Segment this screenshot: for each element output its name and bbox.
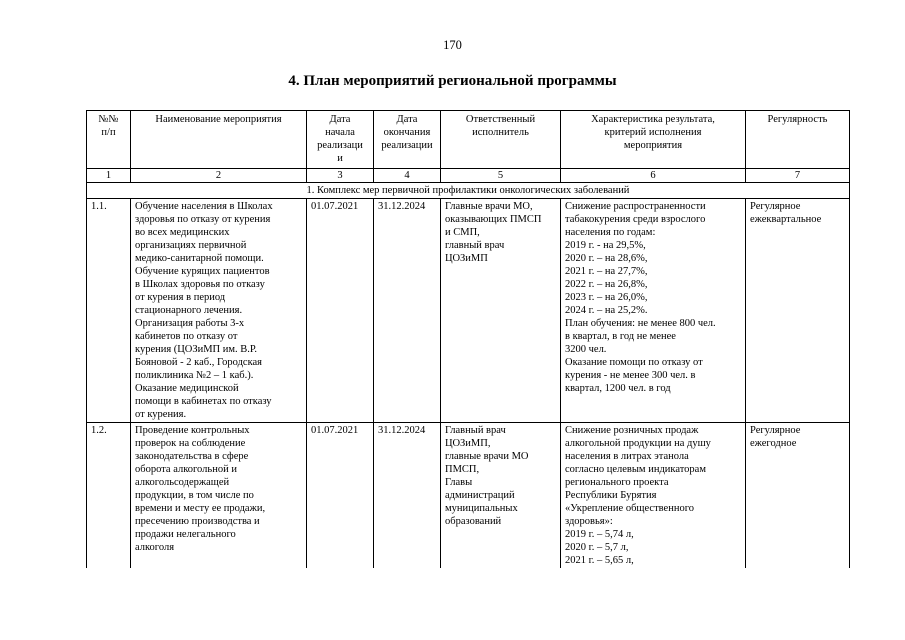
text-line: 2021 г. – 5,65 л, <box>565 555 634 566</box>
column-number: 4 <box>374 169 441 183</box>
text-line: п/п <box>101 127 116 138</box>
section-title: 4. План мероприятий региональной программы <box>288 73 617 89</box>
row-regularity <box>746 423 850 569</box>
text-line: №№ <box>98 114 119 125</box>
row-responsible <box>441 199 561 423</box>
text-line: медико-санитарной помощи. <box>135 253 264 264</box>
row-result <box>561 199 746 423</box>
text-line: ежегодное <box>750 438 797 449</box>
header-cell-start <box>307 111 374 169</box>
text-line: пресечению производства и <box>135 516 260 527</box>
text-line: План обучения: не менее 800 чел. <box>565 318 716 329</box>
text-line: реализаци <box>317 140 363 151</box>
column-number: 2 <box>131 169 307 183</box>
text-line: оборота алкогольной и <box>135 464 237 475</box>
text-line: и <box>337 153 343 164</box>
text-line: в Школах здоровья по отказу <box>135 279 265 290</box>
text-line: проверок на соблюдение <box>135 438 246 449</box>
text-line: оказывающих ПМСП <box>445 214 542 225</box>
text-line: Оказание помощи по отказу от <box>565 357 703 368</box>
text-line: поликлиника №2 – 1 каб.). <box>135 370 254 381</box>
text-line: Главные врачи МО, <box>445 201 533 212</box>
header-cell-num <box>87 111 131 169</box>
text-line: Характеристика результата, <box>591 114 715 125</box>
text-line: табакокурения среди взрослого <box>565 214 706 225</box>
header-cell-responsible <box>441 111 561 169</box>
text-line: 2019 г. - на 29,5%, <box>565 240 646 251</box>
text-line: ЦОЗиМП <box>445 253 488 264</box>
text-line: Наименование мероприятия <box>155 114 282 125</box>
text-line: Регулярность <box>767 114 828 125</box>
text-line: алкогольной продукции на душу <box>565 438 711 449</box>
text-line: Обучение курящих пациентов <box>135 266 270 277</box>
text-line: Дата <box>329 114 351 125</box>
header-row <box>87 111 850 169</box>
text-line: ПМСП, <box>445 464 480 475</box>
text-line: ЦОЗиМП, <box>445 438 491 449</box>
text-line: начала <box>325 127 355 138</box>
header-cell-name <box>131 111 307 169</box>
text-line: Снижение розничных продаж <box>565 425 699 436</box>
text-line: реализации <box>381 140 433 151</box>
text-line: 3200 чел. <box>565 344 607 355</box>
row-number: 1.1. <box>87 199 131 423</box>
text-line: исполнитель <box>472 127 529 138</box>
text-line: Обучение населения в Школах <box>135 201 273 212</box>
row-end-date: 31.12.2024 <box>374 199 441 423</box>
text-line: Ответственный <box>465 114 536 125</box>
text-line: времени и месту ее продажи, <box>135 503 266 514</box>
text-line: кабинетов по отказу от <box>135 331 238 342</box>
row-start-date: 01.07.2021 <box>307 423 374 569</box>
text-line: 2019 г. – 5,74 л, <box>565 529 634 540</box>
row-responsible <box>441 423 561 569</box>
column-number: 1 <box>87 169 131 183</box>
column-number: 7 <box>746 169 850 183</box>
text-line: от курения. <box>135 409 187 420</box>
text-line: ежеквартальное <box>750 214 822 225</box>
column-number: 3 <box>307 169 374 183</box>
text-line: «Укрепление общественного <box>565 503 695 514</box>
text-line: Проведение контрольных <box>135 425 250 436</box>
text-line: Организация работы 3-х <box>135 318 245 329</box>
text-line: здоровья»: <box>565 516 613 527</box>
section-row <box>87 183 850 199</box>
text-line: 2024 г. – на 25,2%. <box>565 305 648 316</box>
text-line: согласно целевым индикаторам <box>565 464 706 475</box>
row-name <box>131 423 307 569</box>
text-line: продукции, в том числе по <box>135 490 254 501</box>
section-heading: 1. Комплекс мер первичной профилактики онкологических заболеваний <box>87 183 850 199</box>
table-row <box>87 423 850 569</box>
text-line: главный врач <box>445 240 505 251</box>
text-line: 2020 г. – на 28,6%, <box>565 253 648 264</box>
header-cell-regularity <box>746 111 850 169</box>
text-line: населения по годам: <box>565 227 656 238</box>
column-number-row <box>87 169 850 183</box>
text-line: 2023 г. – на 26,0%, <box>565 292 648 303</box>
text-line: квартал, 1200 чел. в год <box>565 383 671 394</box>
text-line: Регулярное <box>750 425 801 436</box>
row-start-date: 01.07.2021 <box>307 199 374 423</box>
row-regularity <box>746 199 850 423</box>
text-line: Дата <box>396 114 418 125</box>
text-line: курения - не менее 300 чел. в <box>565 370 696 381</box>
header-cell-result <box>561 111 746 169</box>
header-cell-end <box>374 111 441 169</box>
text-line: мероприятия <box>623 140 683 151</box>
column-number: 6 <box>561 169 746 183</box>
text-line: окончания <box>383 127 431 138</box>
text-line: от курения в период <box>135 292 226 303</box>
text-line: населения в литрах этанола <box>565 451 689 462</box>
text-line: Оказание медицинской <box>135 383 239 394</box>
text-line: регионального проекта <box>565 477 669 488</box>
text-line: 2021 г. – на 27,7%, <box>565 266 648 277</box>
text-line: законодательства в сфере <box>135 451 249 462</box>
text-line: Главный врач <box>445 425 506 436</box>
plan-table <box>86 110 850 568</box>
text-line: 2020 г. – 5,7 л, <box>565 542 629 553</box>
text-line: администраций <box>445 490 515 501</box>
text-line: 2022 г. – на 26,8%, <box>565 279 648 290</box>
row-result <box>561 423 746 569</box>
column-number: 5 <box>441 169 561 183</box>
text-line: стационарного лечения. <box>135 305 243 316</box>
text-line: Бояновой - 2 каб., Городская <box>135 357 263 368</box>
text-line: помощи в кабинетах по отказу <box>135 396 272 407</box>
text-line: курения (ЦОЗиМП им. В.Р. <box>135 344 258 355</box>
row-end-date: 31.12.2024 <box>374 423 441 569</box>
text-line: здоровья по отказу от курения <box>135 214 271 225</box>
text-line: Республики Бурятия <box>565 490 657 501</box>
text-line: главные врачи МО <box>445 451 529 462</box>
table-row <box>87 199 850 423</box>
text-line: критерий исполнения <box>604 127 702 138</box>
text-line: во всех медицинских <box>135 227 230 238</box>
text-line: Регулярное <box>750 201 801 212</box>
text-line: Снижение распространенности <box>565 201 706 212</box>
page-number: 170 <box>443 38 462 52</box>
row-number: 1.2. <box>87 423 131 569</box>
text-line: и СМП, <box>445 227 480 238</box>
text-line: муниципальных <box>445 503 518 514</box>
text-line: Главы <box>445 477 473 488</box>
text-line: продажи нелегального <box>135 529 236 540</box>
text-line: образований <box>445 516 502 527</box>
text-line: алкогольсодержащей <box>135 477 230 488</box>
row-name <box>131 199 307 423</box>
text-line: алкоголя <box>135 542 175 553</box>
text-line: в квартал, в год не менее <box>565 331 676 342</box>
text-line: организациях первичной <box>135 240 247 251</box>
